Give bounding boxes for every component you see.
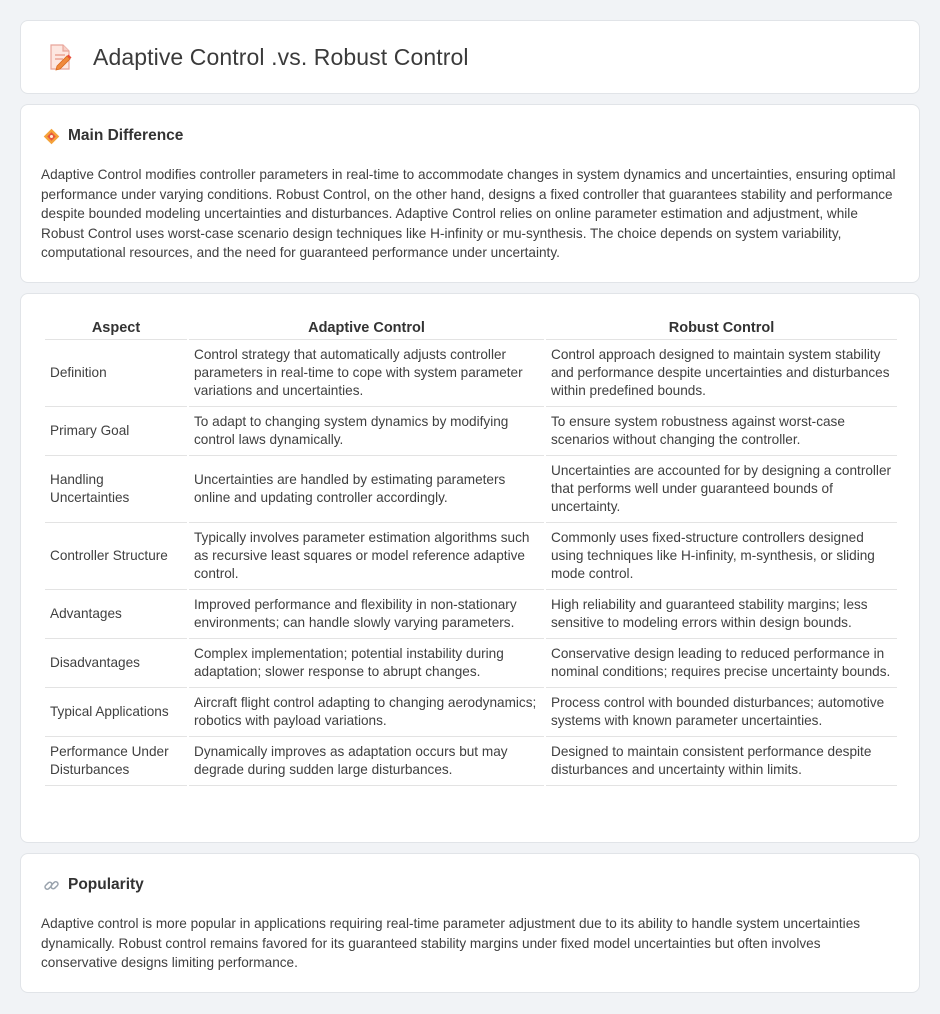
row-robust: Conservative design leading to reduced performance in nominal conditions; requires precise uncertainty bounds. <box>546 639 897 688</box>
diamond-icon <box>43 128 60 145</box>
header-card <box>20 20 920 94</box>
row-aspect: Handling Uncertainties <box>45 456 187 523</box>
popularity-header <box>43 876 144 894</box>
title-row <box>47 43 469 71</box>
row-adaptive: Dynamically improves as adaptation occurs but may degrade during sudden large disturbances. <box>189 737 544 786</box>
main-difference-text: Adaptive Control modifies controller parameters in real-time to accommodate changes in system dynamics and uncertainties, ensuring optimal performance under varying conditions. Robust Control, on the other hand, designs a fixed controller that guarantees stability and performance despite bounded modeling uncertainties and disturbances. Adaptive Control relies on online parameter estimation and adjustment, while Robust Control uses worst-case scenario design techniques like H-infinity or mu-synthesis. The choice depends on system variability, computational resources, and the need for guaranteed performance under uncertainty. <box>41 167 896 261</box>
row-adaptive: Typically involves parameter estimation algorithms such as recursive least squares or model reference adaptive control. <box>189 523 544 590</box>
row-aspect: Definition <box>45 340 187 407</box>
popularity-text: Adaptive control is more popular in applications requiring real-time parameter adjustment due to its ability to handle system uncertainties dynamically. Robust control remains favored for its guaranteed stability margins under fixed model uncertainties but often involves conservative designs limiting performance. <box>41 916 861 971</box>
main-difference-title: Main Difference <box>68 127 184 144</box>
main-difference-card <box>20 104 920 283</box>
row-robust: To ensure system robustness against worst-case scenarios without changing the controller. <box>546 407 897 456</box>
table-row <box>45 737 897 786</box>
table-row <box>45 340 897 407</box>
row-robust: Uncertainties are accounted for by designing a controller that performs well under guaranteed bounds of uncertainty. <box>546 456 897 523</box>
row-aspect: Disadvantages <box>45 639 187 688</box>
row-aspect: Advantages <box>45 590 187 639</box>
row-adaptive: Uncertainties are handled by estimating parameters online and updating controller accordingly. <box>189 456 544 523</box>
row-adaptive: Control strategy that automatically adjusts controller parameters in real-time to cope with system parameter variations and uncertainties. <box>189 340 544 407</box>
column-header-robust: Robust Control <box>546 316 897 340</box>
row-robust: Process control with bounded disturbances; automotive systems with known parameter uncertainties. <box>546 688 897 737</box>
table-header-row <box>45 316 897 340</box>
link-icon <box>43 877 60 894</box>
page-title: Adaptive Control .vs. Robust Control <box>93 43 469 70</box>
row-robust: Designed to maintain consistent performance despite disturbances and uncertainty within limits. <box>546 737 897 786</box>
row-robust: Control approach designed to maintain system stability and performance despite uncertainties and disturbances within predefined bounds. <box>546 340 897 407</box>
table-row <box>45 407 897 456</box>
table-row <box>45 523 897 590</box>
table-row <box>45 590 897 639</box>
row-aspect: Typical Applications <box>45 688 187 737</box>
popularity-title: Popularity <box>68 876 144 893</box>
row-adaptive: To adapt to changing system dynamics by modifying control laws dynamically. <box>189 407 544 456</box>
comparison-card <box>20 293 920 843</box>
row-adaptive: Complex implementation; potential instability during adaptation; slower response to abrupt changes. <box>189 639 544 688</box>
column-header-adaptive: Adaptive Control <box>189 316 544 340</box>
document-pencil-icon <box>47 43 73 71</box>
table-row <box>45 456 897 523</box>
row-adaptive: Improved performance and flexibility in non-stationary environments; can handle slowly varying parameters. <box>189 590 544 639</box>
column-header-aspect: Aspect <box>45 316 187 340</box>
table-row <box>45 639 897 688</box>
row-aspect: Primary Goal <box>45 407 187 456</box>
row-robust: High reliability and guaranteed stability margins; less sensitive to modeling errors within design bounds. <box>546 590 897 639</box>
comparison-table <box>43 316 899 786</box>
row-aspect: Performance Under Disturbances <box>45 737 187 786</box>
popularity-card <box>20 853 920 993</box>
row-robust: Commonly uses fixed-structure controllers designed using techniques like H-infinity, m-synthesis, or sliding mode control. <box>546 523 897 590</box>
row-adaptive: Aircraft flight control adapting to changing aerodynamics; robotics with payload variations. <box>189 688 544 737</box>
table-row <box>45 688 897 737</box>
row-aspect: Controller Structure <box>45 523 187 590</box>
main-difference-header <box>43 127 183 145</box>
